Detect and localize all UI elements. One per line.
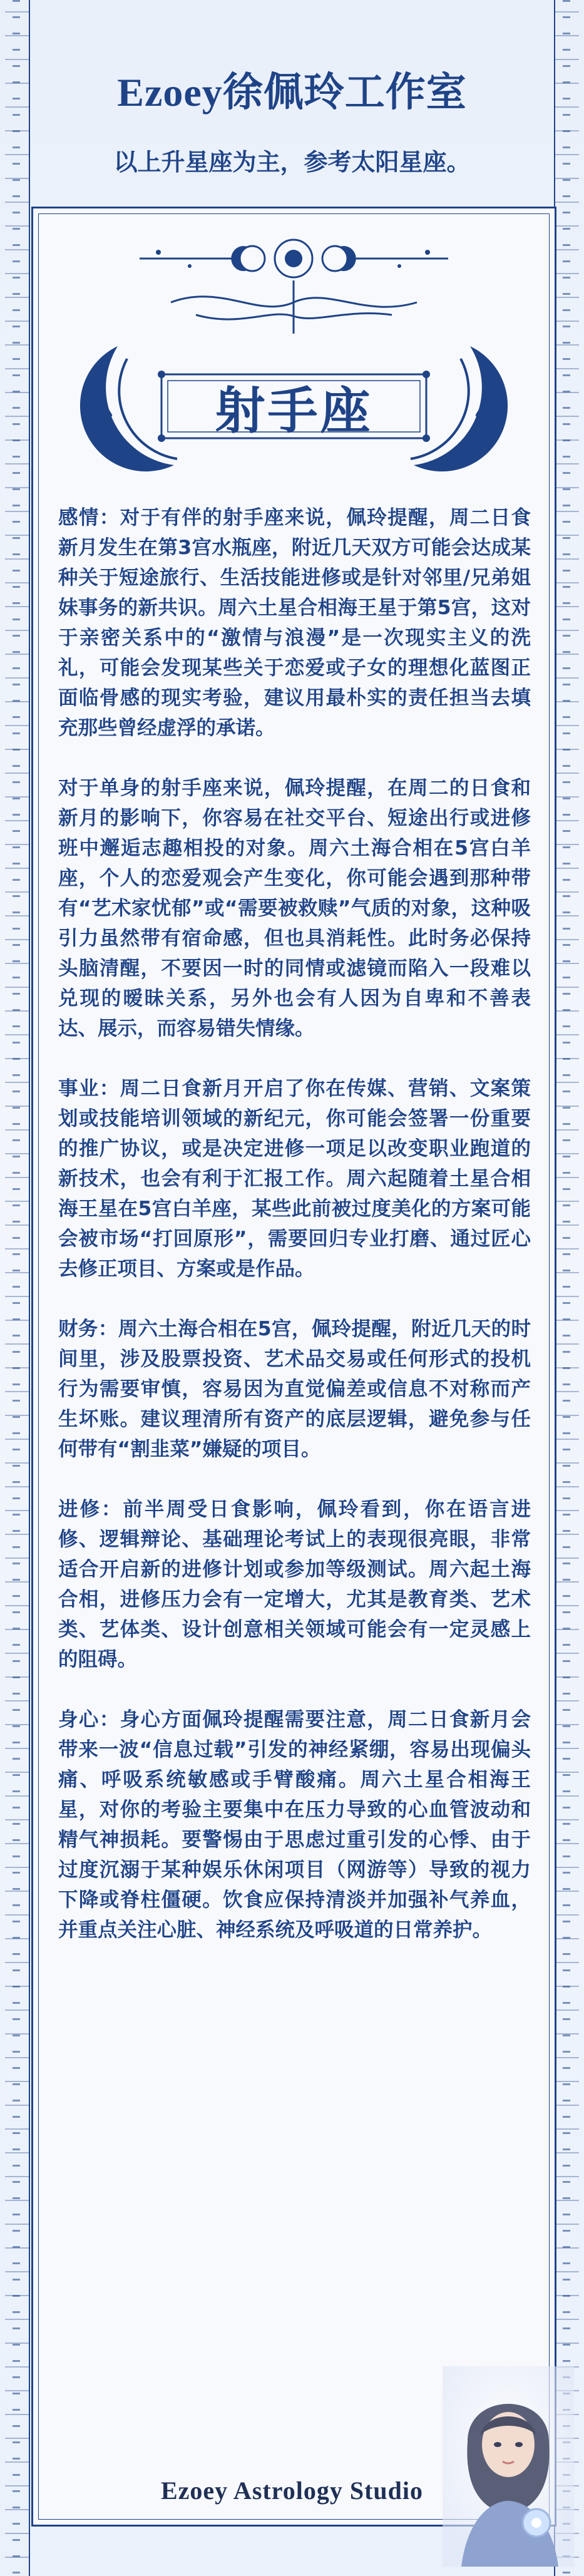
section-finance: 财务：周六土海合相在5宫，佩玲提醒，附近几天的时间里，涉及股票投资、艺术品交易或任何形式的投机行为需要审慎，容易因为直觉偏差或信息不对称而产生坏账。建议理清所有资产的底层逻辑，避免参与任何带有“割韭菜”嫌疑的项目。 bbox=[58, 1318, 531, 1460]
page-title: Ezoey徐佩玲工作室 bbox=[117, 70, 467, 115]
studio-footer: Ezoey Astrology Studio bbox=[160, 2476, 424, 2505]
section-love-single: 对于单身的射手座来说，佩玲提醒，在周二的日食和新月的影响下，你容易在社交平台、短途出行或进修班中邂逅志趣相投的对象。周六土海合相在5宫白羊座，个人的恋爱观会产生变化，你可能会遇到那种带有“艺术家忧郁”或“需要被救赎”气质的对象，这种吸引力虽然带有宿命感，但也具消耗性。此时务必保持头脑清醒，不要因一时的同情或滤镜而陷入一段难以兑现的暧昧关系，另外也会有人因为自卑和不善表达、展示，而容易错失情缘。 bbox=[58, 777, 531, 1040]
sign-name-box bbox=[158, 371, 429, 441]
horoscope-panel bbox=[31, 207, 556, 2527]
left-border-ornament bbox=[5, 0, 30, 2576]
section-love-couple: 感情：对于有伴的射手座来说，佩玲提醒，周二日食新月发生在第3宫水瓶座，附近几天双方可能会达成某种关于短途旅行、生活技能进修或是针对邻里/兄弟姐妹事务的新共识。周六土星合相海王星于第5宫，这对于亲密关系中的“激情与浪漫”是一次现实主义的洗礼，可能会发现某些关于恋爱或子女的理想化蓝图正面临骨感的现实考验，建议用最朴实的责任担当去填充那些曾经虚浮的承诺。 bbox=[58, 506, 531, 739]
sign-name: 射手座 bbox=[215, 381, 373, 440]
right-border-ornament bbox=[554, 0, 579, 2576]
horoscope-content bbox=[58, 503, 531, 1975]
section-study: 进修：前半周受日食影响，佩玲看到，你在语言进修、逻辑辩论、基础理论考试上的表现很亮眼，非常适合开启新的进修计划或参加等级测试。周六起土海合相，进修压力会有一定增大，尤其是教育类、艺术类、艺体类、设计创意相关领域可能会有一定灵感上的阻碍。 bbox=[58, 1498, 531, 1671]
page-subtitle: 以上升星座为主，参考太阳星座。 bbox=[113, 148, 471, 176]
illustrated-woman-figure bbox=[443, 2366, 574, 2567]
section-health: 身心：身心方面佩玲提醒需要注意，周二日食新月会带来一波“信息过载”引发的神经紧绷，容易出现偏头痛、呼吸系统敏感或手臂酸痛。周六土星合相海王星，对你的考验主要集中在压力导致的心血管波动和精气神损耗。要警惕由于思虑过重引发的心悸、由于过度沉溺于某种娱乐休闲项目（网游等）导致的视力下降或脊柱僵硬。饮食应保持清淡并加强补气养血，并重点关注心脏、神经系统及呼吸道的日常养护。 bbox=[58, 1708, 531, 1941]
section-career: 事业：周二日食新月开启了你在传媒、营销、文案策划或技能培训领域的新纪元，你可能会签署一份重要的推广协议，或是决定进修一项足以改变职业跑道的新技术，也会有利于汇报工作。周六起随着土星合相海王星在5宫白羊座，某些此前被过度美化的方案可能会被市场“打回原形”，需要回归专业打磨、通过匠心去修正项目、方案或是作品。 bbox=[58, 1077, 531, 1280]
